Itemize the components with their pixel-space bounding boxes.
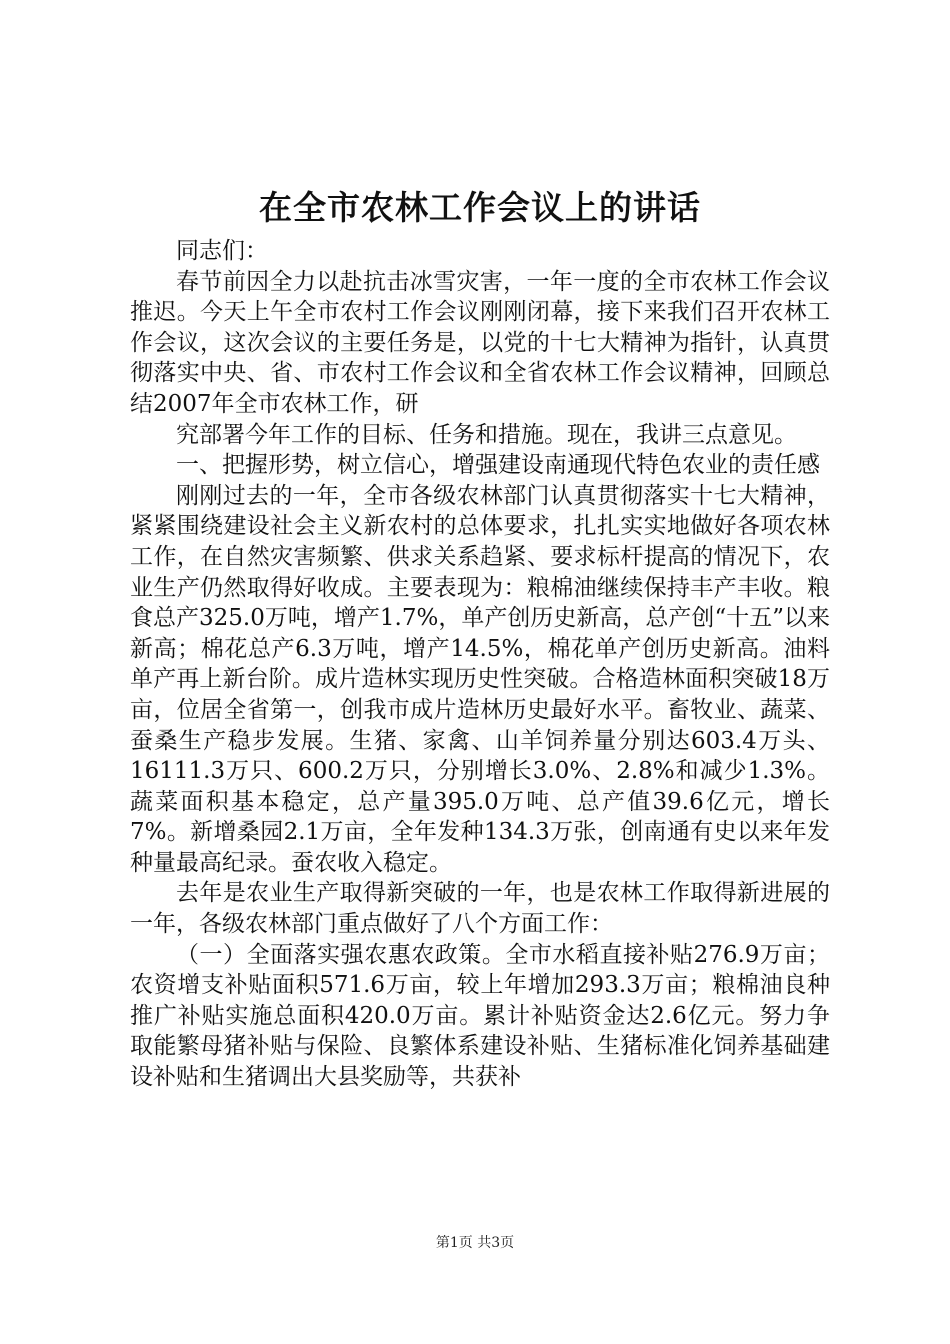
paragraph-5: （一）全面落实强农惠农政策。全市水稻直接补贴276.9万亩；农资增支补贴面积571.6万亩，较上年增加293.3万亩；粮棉油良种推广补贴实施总面积420.0万亩。累计补贴资金达2.6亿元。努力争取能繁母猪补贴与保险、良繁体系建设补贴、生猪标准化饲养基础建设补贴和生猪调出大县奖励等，共获补 <box>130 941 830 1091</box>
paragraph-1: 春节前因全力以赴抗击冰雪灾害，一年一度的全市农林工作会议推迟。今天上午全市农村工作会议刚刚闭幕，接下来我们召开农林工作会议，这次会议的主要任务是，以党的十七大精神为指针，认真贯彻落实中央、省、市农村工作会议和全省农林工作会议精神，回顾总结2007年全市农林工作，研 <box>130 268 830 417</box>
section-heading-1: 一、把握形势，树立信心，增强建设南通现代特色农业的责任感 <box>176 452 820 479</box>
paragraph-3: 刚刚过去的一年，全市各级农林部门认真贯彻落实十七大精神，紧紧围绕建设社会主义新农村的总体要求，扎扎实实地做好各项农林工作，在自然灾害频繁、供求关系趋紧、要求标杆提高的情况下，农业生产仍然取得好收成。主要表现为：粮棉油继续保持丰产丰收。粮食总产325.0万吨，增产1.7%，单产创历史新高，总产创“十五”以来新高；棉花总产6.3万吨，增产14.5%，棉花单产创历史新高。油料单产再上新台阶。成片造林实现历史性突破。合格造林面积突破18万亩，位居全省第一，创我市成片造林历史最好水平。畜牧业、蔬菜、蚕桑生产稳步发展。生猪、家禽、山羊饲养量分别达603.4万头、16111.3万只、600.2万只，分别增长3.0%、2.8%和减少1.3%。蔬菜面积基本稳定，总产量395.0万吨、总产值39.6亿元，增长7%。新增桑园2.1万亩，全年发种134.3万张，创南通有史以来年发种量最高纪录。蚕农收入稳定。 <box>130 482 830 876</box>
page-footer: 第1页 共3页 <box>435 1235 515 1251</box>
paragraph-2: 究部署今年工作的目标、任务和措施。现在，我讲三点意见。 <box>176 421 797 448</box>
document-page <box>130 180 830 1093</box>
salutation: 同志们： <box>176 238 268 264</box>
paragraph-4: 去年是农业生产取得新突破的一年，也是农林工作取得新进展的一年，各级农林部门重点做好了八个方面工作： <box>130 880 830 938</box>
document-title: 在全市农林工作会议上的讲话 <box>259 188 701 227</box>
